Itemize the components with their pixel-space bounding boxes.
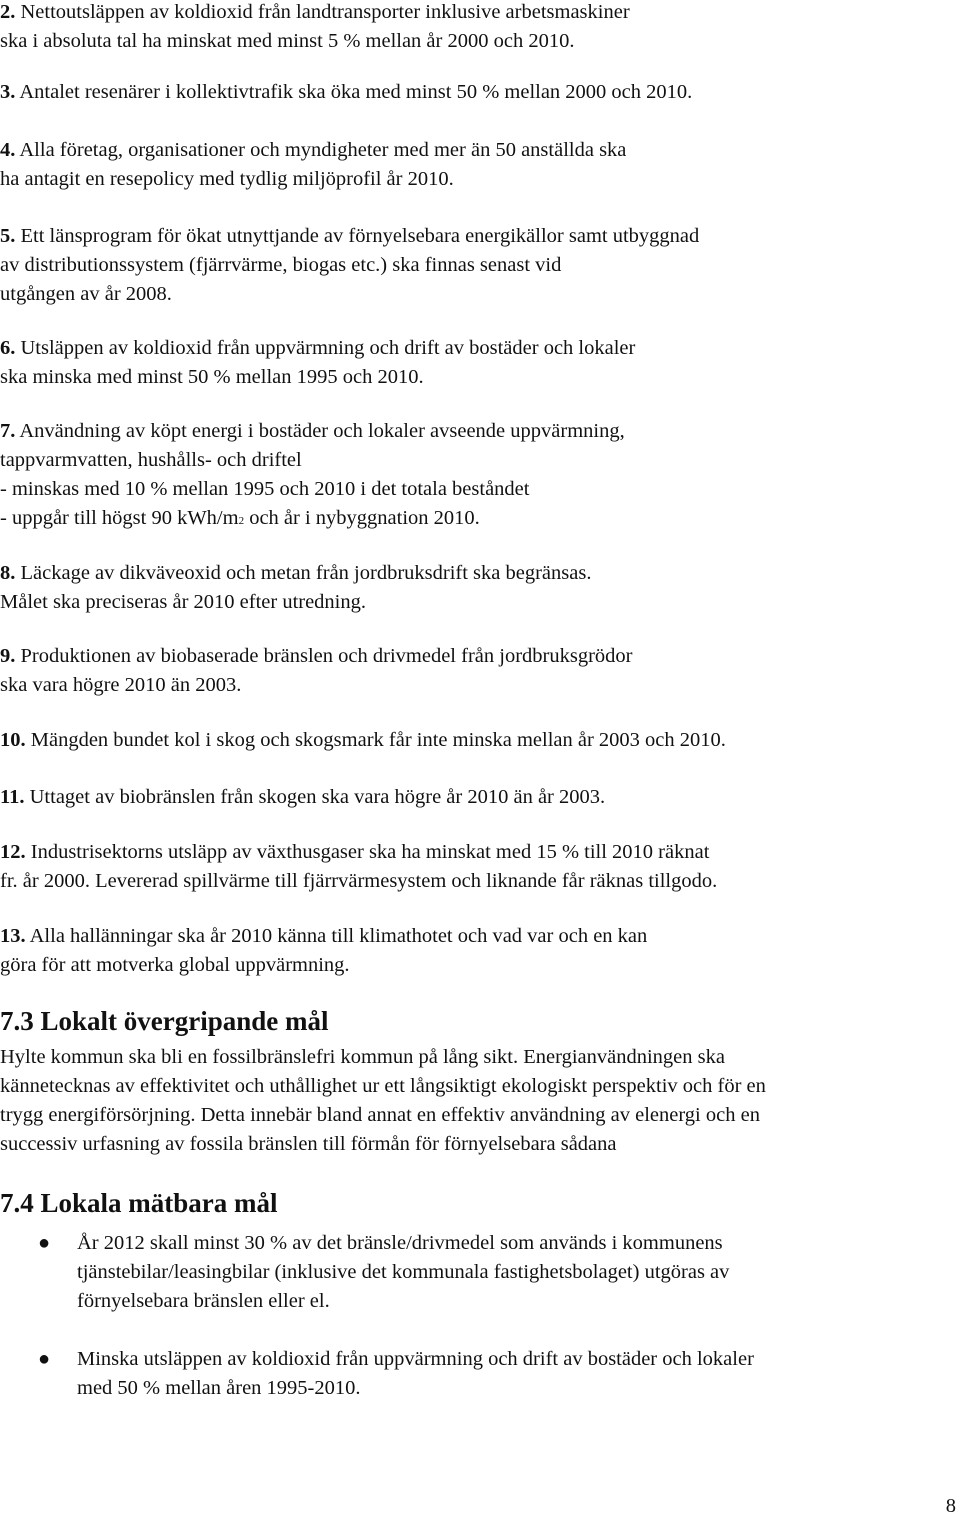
goal-item [0,417,940,536]
goal-text: Ett länsprogram för ökat utnyttjande av förnyelsebara energikällor samt utbyggnad [20,225,700,247]
goal-line: Målet ska preciseras år 2010 efter utredning. [0,591,367,613]
bullet-line: År 2012 skall minst 30 % av det bränsle/drivmedel som används i kommunens [77,1232,723,1254]
goal-text: Utsläppen av koldioxid från uppvärmning och drift av bostäder och lokaler [20,337,636,359]
goal-line: göra för att motverka global uppvärmning. [0,954,350,976]
paragraph-line: Hylte kommun ska bli en fossilbränslefri kommun på lång sikt. Energianvändningen ska [0,1046,725,1068]
goal-line: av distributionssystem (fjärrvärme, biogas etc.) ska finnas senast vid [0,254,562,276]
goal-item [0,922,940,980]
goal-line [0,838,940,867]
goal-line [0,559,940,588]
goal-number: 10. [0,729,26,751]
goal-line: utgången av år 2008. [0,283,172,305]
goal-item [0,334,940,392]
goal-line [0,222,940,251]
goal-number: 12. [0,841,26,863]
bullet-line: Minska utsläppen av koldioxid från uppvärmning och drift av bostäder och lokaler [77,1348,754,1370]
goal-line: ska minska med minst 50 % mellan 1995 och 2010. [0,366,424,388]
goal-text: Antalet resenärer i kollektivtrafik ska öka med minst 50 % mellan 2000 och 2010. [19,81,693,103]
goal-text: Mängden bundet kol i skog och skogsmark får inte minska mellan år 2003 och 2010. [30,729,726,751]
goal-number: 4. [0,139,16,161]
section-paragraph [0,1043,766,1159]
bullet-line: med 50 % mellan åren 1995-2010. [77,1377,361,1399]
goal-line [0,504,940,536]
goal-item [0,838,940,896]
goal-line [0,334,940,363]
bullet-line: tjänstebilar/leasingbilar (inklusive det kommunala fastighetsbolaget) utgöras av [77,1261,730,1283]
goal-item [0,78,940,107]
goal-item [0,559,940,617]
goal-text: Användning av köpt energi i bostäder och lokaler avseende uppvärmning, [19,420,625,442]
goal-number: 6. [0,337,16,359]
goal-text: Alla hallänningar ska år 2010 känna till klimathotet och vad var och en kan [29,925,648,947]
goal-item [0,0,940,56]
goal-number: 9. [0,645,16,667]
goal-number: 8. [0,562,16,584]
goal-number: 3. [0,81,16,103]
goal-line [0,783,940,812]
goal-number: 2. [0,1,16,23]
paragraph-line: kännetecknas av effektivitet och uthållighet ur ett långsiktigt ekologiskt perspektiv och för en [0,1075,766,1097]
goal-text: Produktionen av biobaserade bränslen och drivmedel från jordbruksgrödor [20,645,633,667]
goal-line: ha antagit en resepolicy med tydlig miljöprofil år 2010. [0,168,454,190]
goal-item [0,136,940,194]
goal-line: fr. år 2000. Levererad spillvärme till fjärrvärmesystem och liknande får räknas tillgodo. [0,870,718,892]
goal-item [0,642,940,700]
bullet-icon: ● [38,1348,51,1370]
goal-line: - minskas med 10 % mellan 1995 och 2010 i det totala beståndet [0,478,530,500]
goal-line [0,726,940,755]
goal-item [0,222,940,309]
goal-text: Nettoutsläppen av koldioxid från landtransporter inklusive arbetsmaskiner [20,1,630,23]
goal-number: 5. [0,225,16,247]
goal-line [0,417,940,446]
bullet-list-item [0,1345,940,1405]
paragraph-line: successiv urfasning av fossila bränslen till förmån för förnyelsebara sådana [0,1133,617,1155]
goal-text: Läckage av dikväveoxid och metan från jordbruksdrift ska begränsas. [20,562,592,584]
goal-number: 11. [0,786,25,808]
goal-item [0,783,940,812]
goal-line [0,78,940,107]
bullet-line: förnyelsebara bränslen eller el. [77,1290,330,1312]
goal-line [0,642,940,671]
goal-line [0,136,940,165]
bullet-text [77,1229,729,1316]
bullet-icon: ● [38,1232,51,1254]
goal-line [0,922,940,951]
section-heading-7-4: 7.4 Lokala mätbara mål [0,1188,278,1218]
goal-number: 13. [0,925,26,947]
goal-line: ska i absoluta tal ha minskat med minst 5 % mellan år 2000 och 2010. [0,30,575,52]
goal-text: Alla företag, organisationer och myndigheter med mer än 50 anställda ska [19,139,627,161]
goal-text: och år i nybyggnation 2010. [244,507,480,529]
bullet-list-item [0,1229,940,1319]
section-heading-7-3: 7.3 Lokalt övergripande mål [0,1006,329,1036]
bullet-text [77,1345,754,1403]
goal-text: Uttaget av biobränslen från skogen ska vara högre år 2010 än år 2003. [29,786,606,808]
goal-line: tappvarmvatten, hushålls- och driftel [0,449,302,471]
goal-line [0,0,940,27]
goal-text: - uppgår till högst 90 kWh/m [0,507,239,529]
superscript-2: 2 [238,515,245,527]
goal-text: Industrisektorns utsläpp av växthusgaser ska ha minskat med 15 % till 2010 räknat [30,841,710,863]
page-number: 8 [945,1495,956,1517]
goal-line: ska vara högre 2010 än 2003. [0,674,242,696]
paragraph-line: trygg energiförsörjning. Detta innebär bland annat en effektiv användning av elenergi och en [0,1104,760,1126]
goal-item [0,726,940,755]
goal-number: 7. [0,420,16,442]
